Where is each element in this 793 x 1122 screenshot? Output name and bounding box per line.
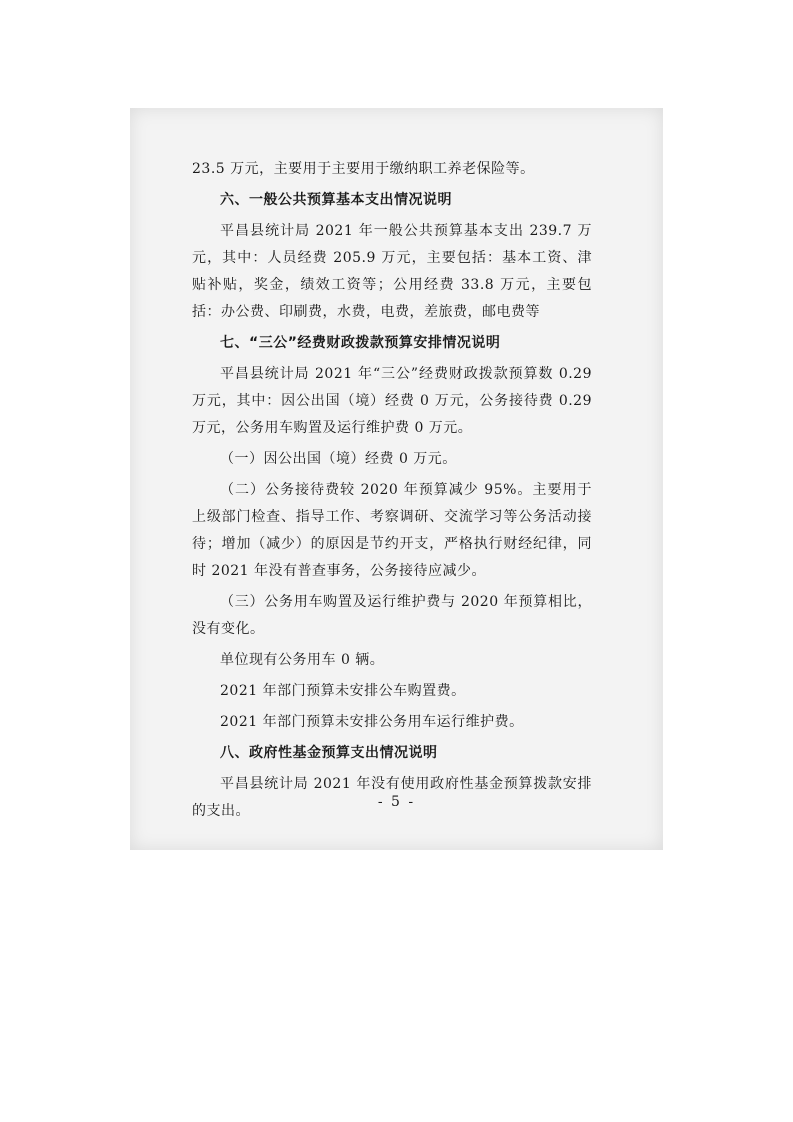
paragraph-reception: （二）公务接待费较 2020 年预算减少 95%。主要用于上级部门检查、指导工作、考察调研、交流学习等公务活动接待；增加（减少）的原因是节约开支，严格执行财经纪律，同时 2021 年没有普查事务，公务接待应减少。	[192, 482, 592, 579]
heading-section-7: 七、“三公”经费财政拨款预算安排情况说明	[220, 335, 501, 351]
heading-section-8: 八、政府性基金预算支出情况说明	[220, 745, 438, 761]
paragraph-vehicle-count: 单位现有公务用车 0 辆。	[220, 652, 385, 668]
page-body	[192, 156, 592, 829]
paragraph-pension: 23.5 万元，主要用于主要用于缴纳职工养老保险等。	[192, 161, 535, 177]
paragraph-basic-expenditure: 平昌县统计局 2021 年一般公共预算基本支出 239.7 万元，其中：人员经费 205.9 万元，主要包括：基本工资、津贴补贴，奖金，绩效工资等；公用经费 33.8 万元，主要包括：办公费、印刷费，水费，电费，差旅费，邮电费等	[192, 223, 592, 320]
paragraph-government-fund: 平昌县统计局 2021 年没有使用政府性基金预算拨款安排的支出。	[192, 776, 592, 819]
paragraph-overseas-travel: （一）因公出国（境）经费 0 万元。	[220, 451, 457, 467]
paragraph-three-public-total: 平昌县统计局 2021 年“三公”经费财政拨款预算数 0.29 万元，其中：因公出国（境）经费 0 万元，公务接待费 0.29 万元，公务用车购置及运行维护费 0 万元。	[192, 366, 592, 436]
page-number: - 5 -	[377, 794, 416, 810]
heading-section-6: 六、一般公共预算基本支出情况说明	[220, 192, 452, 208]
paragraph-vehicle-maintenance: 2021 年部门预算未安排公务用车运行维护费。	[220, 714, 524, 730]
scanned-page	[130, 108, 663, 850]
paragraph-vehicle-purchase: 2021 年部门预算未安排公车购置费。	[220, 683, 466, 699]
paragraph-vehicles: （三）公务用车购置及运行维护费与 2020 年预算相比，没有变化。	[192, 594, 592, 637]
